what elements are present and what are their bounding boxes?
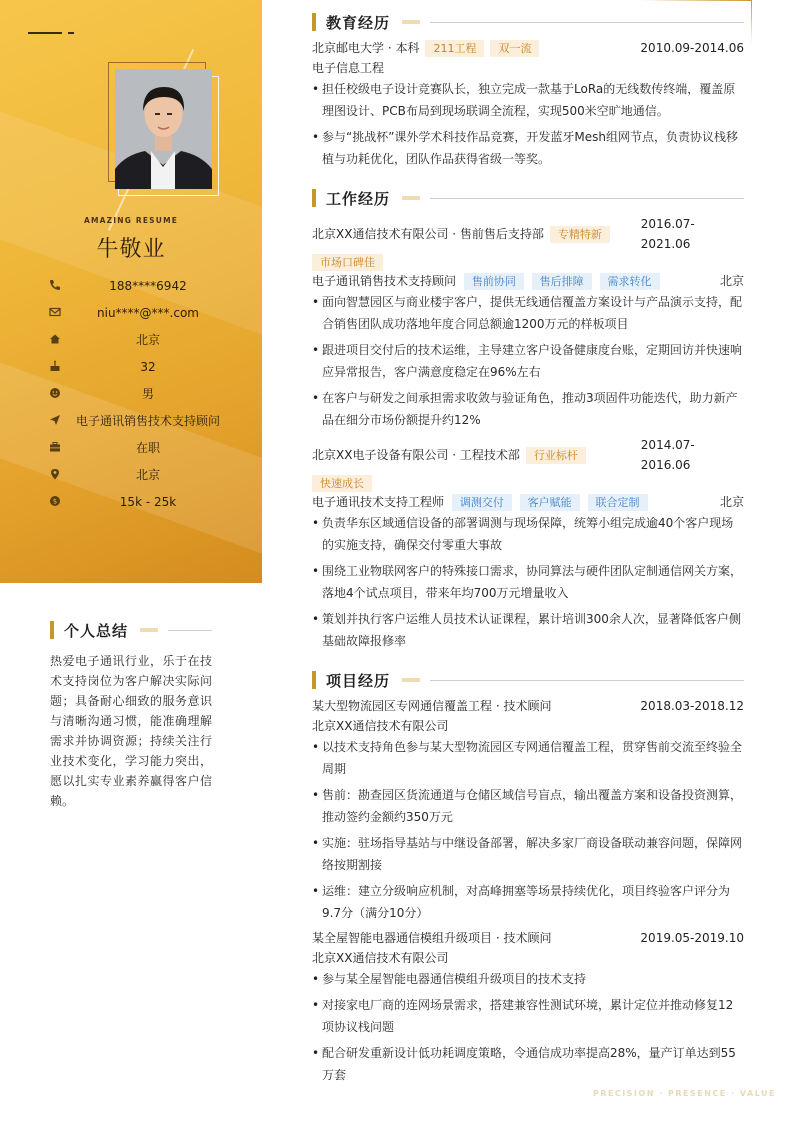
- project-date: 2019.05-2019.10: [640, 931, 744, 945]
- list-item: • 负责华东区域通信设备的部署调测与现场保障，统筹小组完成逾40个客户现场的实施支持，确保交付零重大事故: [312, 512, 744, 556]
- summary-header: [50, 620, 212, 640]
- send-icon: [48, 413, 62, 427]
- list-item: • 参与“挑战杯”课外学术科技作品竞赛，开发蓝牙Mesh组网节点，负责协议栈移植与功耗优化，团队作品获得省级一等奖。: [312, 126, 744, 170]
- role-tag: 联合定制: [588, 494, 648, 511]
- education-section: [312, 12, 744, 170]
- job-company-row: [312, 214, 744, 254]
- section-divider: [168, 630, 212, 631]
- section-divider: [430, 198, 744, 199]
- info-gender: 男: [48, 384, 234, 411]
- info-location: 北京: [48, 465, 234, 492]
- list-item: • 担任校级电子设计竞赛队长，独立完成一款基于LoRa的无线数传终端，覆盖原理图设计、PCB布局到现场联调全流程，实现500米空旷地通信。: [312, 78, 744, 122]
- list-item: • 售前：勘查园区货流通道与仓储区域信号盲点，输出覆盖方案和设备投资测算，推动签约金额约350万元: [312, 784, 744, 828]
- company-name: 北京XX通信技术有限公司 · 售前售后支持部: [312, 227, 544, 241]
- list-item: • 运维：建立分级响应机制，对高峰拥塞等场景持续优化，项目终验客户评分为9.7分（满分10分）: [312, 880, 744, 924]
- education-title: 教育经历: [326, 13, 391, 32]
- list-item: • 实施：驻场指导基站与中继设备部署，解决多家厂商设备联动兼容问题，保障网络按期割接: [312, 832, 744, 876]
- briefcase-icon: [48, 440, 62, 454]
- projects-header: [312, 670, 744, 690]
- section-divider: [430, 22, 744, 23]
- project-entry: [312, 696, 744, 924]
- info-salary: $ 15k - 25k: [48, 492, 234, 519]
- work-header: [312, 188, 744, 208]
- company-tag: 行业标杆: [526, 447, 586, 464]
- corner-decoration-line: [640, 0, 752, 1]
- salary-icon: [48, 494, 62, 508]
- section-divider: [430, 680, 744, 681]
- job-city: 北京: [719, 495, 744, 509]
- list-item: • 跟进项目交付后的技术运维，主导建立客户设备健康度台账，定期回访并快速响应异常报告，客户满意度稳定在96%左右: [312, 339, 744, 383]
- school-name: 北京邮电大学 · 本科: [312, 41, 420, 55]
- job-entry: [312, 214, 744, 431]
- svg-text:$: $: [52, 497, 58, 506]
- job-date: 2014.07-2016.06: [640, 438, 695, 472]
- section-pill: [402, 20, 420, 24]
- info-age: 32: [48, 357, 234, 384]
- section-accent-bar: [312, 189, 316, 207]
- projects-section: [312, 670, 744, 1086]
- role-tag: 售后排障: [532, 273, 592, 290]
- footer-motto: PRECISION · PRESENCE · VALUE: [592, 1089, 776, 1098]
- job-role: 电子通讯技术支持工程师: [312, 495, 445, 509]
- work-title: 工作经历: [326, 189, 391, 208]
- info-status: 在职: [48, 438, 234, 465]
- education-row: [312, 38, 744, 58]
- company-name: 北京XX电子设备有限公司 · 工程技术部: [312, 448, 520, 462]
- project-bullets: [312, 968, 744, 1086]
- project-name: 某大型物流园区专网通信覆盖工程 · 技术顾问: [312, 699, 552, 713]
- school-tag: 双一流: [490, 40, 539, 57]
- avatar: [115, 69, 212, 189]
- job-role-row: [312, 492, 744, 512]
- list-item: • 配合研发重新设计低功耗调度策略，令通信成功率提高28%，量产订单达到55万套: [312, 1042, 744, 1086]
- portrait-image: [115, 69, 212, 189]
- project-name-row: [312, 928, 744, 948]
- job-bullets: [312, 291, 744, 431]
- education-bullets: [312, 78, 744, 170]
- company-tag: 专精特新: [550, 226, 610, 243]
- info-phone: 188****6942: [48, 276, 234, 303]
- role-tag: 客户赋能: [520, 494, 580, 511]
- section-accent-bar: [312, 13, 316, 31]
- list-item: • 在客户与研发之间承担需求收敛与验证角色，推动3项固件功能迭代，助力新产品在细分市场份额提升约12%: [312, 387, 744, 431]
- job-date: 2016.07-2021.06: [640, 217, 695, 251]
- contact-info-list: [48, 276, 234, 519]
- project-org: 北京XX通信技术有限公司: [312, 951, 449, 965]
- resume-tagline: AMAZING RESUME: [83, 216, 179, 225]
- mail-icon: [48, 305, 62, 319]
- phone-icon: [48, 278, 62, 292]
- project-entry: [312, 928, 744, 1086]
- education-header: [312, 12, 744, 32]
- role-tag: 需求转化: [600, 273, 660, 290]
- summary-text: 热爱电子通讯行业，乐于在技术支持岗位为客户解决实际问题；具备耐心细致的服务意识与清晰沟通习惯，能准确理解需求并协调资源；持续关注行业技术变化，学习能力突出，愿以扎实专业素养赢得客户信赖。: [50, 654, 212, 808]
- projects-title: 项目经历: [326, 671, 391, 690]
- section-pill: [140, 628, 158, 632]
- info-home: 北京: [48, 330, 234, 357]
- role-tag: 调测交付: [452, 494, 512, 511]
- section-accent-bar: [50, 621, 54, 639]
- profile-panel: [0, 0, 262, 583]
- gender-icon: [48, 386, 62, 400]
- project-org: 北京XX通信技术有限公司: [312, 719, 449, 733]
- info-position: 电子通讯销售技术支持顾问: [48, 411, 234, 438]
- project-name-row: [312, 696, 744, 716]
- project-name: 某全屋智能电器通信模组升级项目 · 技术顾问: [312, 931, 552, 945]
- job-role-row: [312, 271, 744, 291]
- school-tag: 211工程: [425, 40, 484, 57]
- location-pin-icon: [48, 467, 62, 481]
- panel-accent-dot: [68, 32, 74, 34]
- company-tag: 快速成长: [312, 475, 372, 492]
- list-item: • 以技术支持角色参与某大型物流园区专网通信覆盖工程，贯穿售前交流至终验全周期: [312, 736, 744, 780]
- company-tag: 市场口碑佳: [312, 254, 383, 271]
- list-item: • 参与某全屋智能电器通信模组升级项目的技术支持: [312, 968, 744, 990]
- summary-title: 个人总结: [64, 621, 129, 640]
- work-section: [312, 188, 744, 652]
- major: 电子信息工程: [312, 61, 385, 75]
- education-date: 2010.09-2014.06: [640, 41, 744, 55]
- job-role: 电子通讯销售技术支持顾问: [312, 274, 457, 288]
- job-bullets: [312, 512, 744, 652]
- job-city: 北京: [719, 274, 744, 288]
- list-item: • 面向智慧园区与商业楼宇客户，提供无线通信覆盖方案设计与产品演示支持，配合销售团队成功落地年度合同总额逾1200万元的样板项目: [312, 291, 744, 335]
- project-bullets: [312, 736, 744, 924]
- panel-accent-line: [28, 32, 62, 34]
- list-item: • 对接家电厂商的连网场景需求，搭建兼容性测试环境，累计定位并推动修复12项协议栈问题: [312, 994, 744, 1038]
- corner-decoration-vline: [751, 0, 752, 44]
- job-entry: [312, 435, 744, 652]
- main-content: [312, 12, 744, 1104]
- list-item: • 策划并执行客户运维人员技术认证课程，累计培训300余人次，显著降低客户侧基础故障报修率: [312, 608, 744, 652]
- job-company-row: [312, 435, 744, 475]
- section-pill: [402, 196, 420, 200]
- cake-icon: [48, 359, 62, 373]
- section-accent-bar: [312, 671, 316, 689]
- list-item: • 围绕工业物联网客户的特殊接口需求，协同算法与硬件团队定制通信网关方案，落地4个试点项目，带来年均700万元增量收入: [312, 560, 744, 604]
- home-icon: [48, 332, 62, 346]
- candidate-name: 牛敬业: [96, 237, 166, 262]
- project-date: 2018.03-2018.12: [640, 699, 744, 713]
- role-tag: 售前协同: [464, 273, 524, 290]
- section-pill: [402, 678, 420, 682]
- info-email: niu****@***.com: [48, 303, 234, 330]
